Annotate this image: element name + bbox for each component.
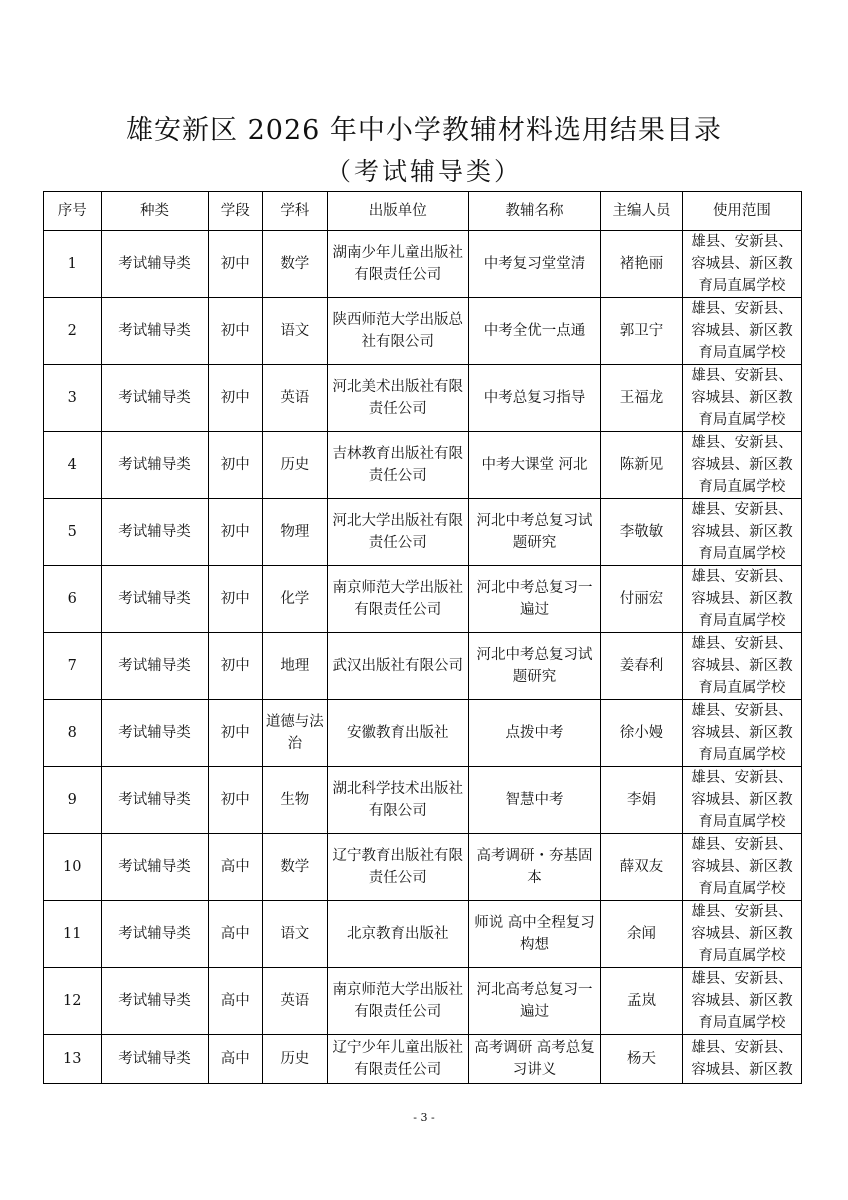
cell-subject: 语文 xyxy=(263,298,328,365)
cell-subject: 英语 xyxy=(263,365,328,432)
cell-subject: 数学 xyxy=(263,834,328,901)
cell-publisher: 辽宁少年儿童出版社有限责任公司 xyxy=(327,1035,468,1084)
header-cell-editor: 主编人员 xyxy=(601,192,683,231)
cell-type: 考试辅导类 xyxy=(101,700,208,767)
cell-no: 9 xyxy=(44,767,102,834)
cell-material-name: 高考调研 高考总复习讲义 xyxy=(468,1035,600,1084)
cell-stage: 初中 xyxy=(208,566,263,633)
cell-editor: 付丽宏 xyxy=(601,566,683,633)
cell-scope: 雄县、安新县、容城县、新区教育局直属学校 xyxy=(682,700,801,767)
cell-stage: 初中 xyxy=(208,633,263,700)
cell-material-name: 中考大课堂 河北 xyxy=(468,432,600,499)
cell-type: 考试辅导类 xyxy=(101,1035,208,1084)
page-number: - 3 - xyxy=(413,1111,435,1124)
cell-editor: 陈新见 xyxy=(601,432,683,499)
cell-material-name: 高考调研・夯基固本 xyxy=(468,834,600,901)
cell-publisher: 安徽教育出版社 xyxy=(327,700,468,767)
cell-subject: 物理 xyxy=(263,499,328,566)
document-subtitle: （考试辅导类） xyxy=(325,157,522,186)
cell-scope: 雄县、安新县、容城县、新区教育局直属学校 xyxy=(682,834,801,901)
cell-stage: 高中 xyxy=(208,901,263,968)
header-cell-type: 种类 xyxy=(101,192,208,231)
cell-no: 2 xyxy=(44,298,102,365)
header-cell-no: 序号 xyxy=(44,192,102,231)
cell-stage: 高中 xyxy=(208,834,263,901)
cell-material-name: 中考复习堂堂清 xyxy=(468,231,600,298)
table-row xyxy=(44,901,802,968)
cell-editor: 薛双友 xyxy=(601,834,683,901)
cell-editor: 孟岚 xyxy=(601,968,683,1035)
table-row xyxy=(44,1035,802,1084)
cell-material-name: 点拨中考 xyxy=(468,700,600,767)
table-row xyxy=(44,365,802,432)
cell-no: 3 xyxy=(44,365,102,432)
table-row xyxy=(44,298,802,365)
cell-stage: 初中 xyxy=(208,432,263,499)
table-row xyxy=(44,432,802,499)
table-body xyxy=(44,231,802,1084)
cell-no: 5 xyxy=(44,499,102,566)
cell-no: 1 xyxy=(44,231,102,298)
header-cell-stage: 学段 xyxy=(208,192,263,231)
cell-publisher: 武汉出版社有限公司 xyxy=(327,633,468,700)
cell-material-name: 师说 高中全程复习构想 xyxy=(468,901,600,968)
cell-scope: 雄县、安新县、容城县、新区教育局直属学校 xyxy=(682,767,801,834)
table-row xyxy=(44,767,802,834)
cell-type: 考试辅导类 xyxy=(101,901,208,968)
table-row xyxy=(44,231,802,298)
cell-type: 考试辅导类 xyxy=(101,633,208,700)
cell-publisher: 南京师范大学出版社有限责任公司 xyxy=(327,968,468,1035)
cell-scope: 雄县、安新县、容城县、新区教育局直属学校 xyxy=(682,499,801,566)
document-title: 雄安新区 2026 年中小学教辅材料选用结果目录 xyxy=(126,115,722,146)
header-cell-publisher: 出版单位 xyxy=(327,192,468,231)
cell-editor: 姜春利 xyxy=(601,633,683,700)
cell-scope: 雄县、安新县、容城县、新区教育局直属学校 xyxy=(682,633,801,700)
table-header-row xyxy=(44,192,802,231)
cell-no: 12 xyxy=(44,968,102,1035)
cell-no: 11 xyxy=(44,901,102,968)
cell-subject: 历史 xyxy=(263,432,328,499)
cell-material-name: 河北中考总复习试题研究 xyxy=(468,633,600,700)
header-cell-material-name: 教辅名称 xyxy=(468,192,600,231)
cell-material-name: 中考总复习指导 xyxy=(468,365,600,432)
cell-no: 7 xyxy=(44,633,102,700)
cell-publisher: 湖南少年儿童出版社有限责任公司 xyxy=(327,231,468,298)
cell-publisher: 辽宁教育出版社有限责任公司 xyxy=(327,834,468,901)
catalog-table xyxy=(43,191,802,1084)
cell-scope: 雄县、安新县、容城县、新区教育局直属学校 xyxy=(682,432,801,499)
cell-scope: 雄县、安新县、容城县、新区教 xyxy=(682,1035,801,1084)
cell-publisher: 河北美术出版社有限责任公司 xyxy=(327,365,468,432)
table-row xyxy=(44,566,802,633)
cell-stage: 高中 xyxy=(208,968,263,1035)
cell-no: 4 xyxy=(44,432,102,499)
cell-scope: 雄县、安新县、容城县、新区教育局直属学校 xyxy=(682,298,801,365)
cell-stage: 初中 xyxy=(208,767,263,834)
cell-type: 考试辅导类 xyxy=(101,968,208,1035)
cell-editor: 徐小嫚 xyxy=(601,700,683,767)
header-cell-subject: 学科 xyxy=(263,192,328,231)
cell-material-name: 河北高考总复习一遍过 xyxy=(468,968,600,1035)
cell-editor: 杨天 xyxy=(601,1035,683,1084)
cell-publisher: 河北大学出版社有限责任公司 xyxy=(327,499,468,566)
cell-publisher: 北京教育出版社 xyxy=(327,901,468,968)
cell-editor: 李娟 xyxy=(601,767,683,834)
cell-stage: 初中 xyxy=(208,298,263,365)
table-row xyxy=(44,834,802,901)
cell-subject: 生物 xyxy=(263,767,328,834)
cell-subject: 历史 xyxy=(263,1035,328,1084)
cell-subject: 数学 xyxy=(263,231,328,298)
cell-type: 考试辅导类 xyxy=(101,298,208,365)
cell-editor: 褚艳丽 xyxy=(601,231,683,298)
cell-no: 8 xyxy=(44,700,102,767)
cell-type: 考试辅导类 xyxy=(101,499,208,566)
cell-material-name: 中考全优一点通 xyxy=(468,298,600,365)
cell-publisher: 陕西师范大学出版总社有限公司 xyxy=(327,298,468,365)
cell-type: 考试辅导类 xyxy=(101,231,208,298)
cell-scope: 雄县、安新县、容城县、新区教育局直属学校 xyxy=(682,968,801,1035)
cell-scope: 雄县、安新县、容城县、新区教育局直属学校 xyxy=(682,901,801,968)
cell-no: 10 xyxy=(44,834,102,901)
header-cell-scope: 使用范围 xyxy=(682,192,801,231)
cell-publisher: 南京师范大学出版社有限责任公司 xyxy=(327,566,468,633)
cell-type: 考试辅导类 xyxy=(101,767,208,834)
cell-stage: 初中 xyxy=(208,365,263,432)
cell-editor: 王福龙 xyxy=(601,365,683,432)
cell-material-name: 河北中考总复习一遍过 xyxy=(468,566,600,633)
cell-type: 考试辅导类 xyxy=(101,566,208,633)
cell-scope: 雄县、安新县、容城县、新区教育局直属学校 xyxy=(682,231,801,298)
cell-material-name: 河北中考总复习试题研究 xyxy=(468,499,600,566)
table-row xyxy=(44,633,802,700)
cell-stage: 初中 xyxy=(208,231,263,298)
cell-subject: 语文 xyxy=(263,901,328,968)
cell-no: 13 xyxy=(44,1035,102,1084)
cell-subject: 道德与法治 xyxy=(263,700,328,767)
cell-type: 考试辅导类 xyxy=(101,432,208,499)
cell-subject: 地理 xyxy=(263,633,328,700)
cell-stage: 初中 xyxy=(208,499,263,566)
cell-publisher: 湖北科学技术出版社有限公司 xyxy=(327,767,468,834)
cell-type: 考试辅导类 xyxy=(101,834,208,901)
table-row xyxy=(44,499,802,566)
table-row xyxy=(44,968,802,1035)
cell-editor: 郭卫宁 xyxy=(601,298,683,365)
cell-stage: 高中 xyxy=(208,1035,263,1084)
table-row xyxy=(44,700,802,767)
cell-editor: 李敬敏 xyxy=(601,499,683,566)
cell-editor: 余闻 xyxy=(601,901,683,968)
cell-material-name: 智慧中考 xyxy=(468,767,600,834)
cell-scope: 雄县、安新县、容城县、新区教育局直属学校 xyxy=(682,566,801,633)
cell-type: 考试辅导类 xyxy=(101,365,208,432)
cell-stage: 初中 xyxy=(208,700,263,767)
cell-no: 6 xyxy=(44,566,102,633)
cell-subject: 化学 xyxy=(263,566,328,633)
cell-publisher: 吉林教育出版社有限责任公司 xyxy=(327,432,468,499)
cell-subject: 英语 xyxy=(263,968,328,1035)
cell-scope: 雄县、安新县、容城县、新区教育局直属学校 xyxy=(682,365,801,432)
